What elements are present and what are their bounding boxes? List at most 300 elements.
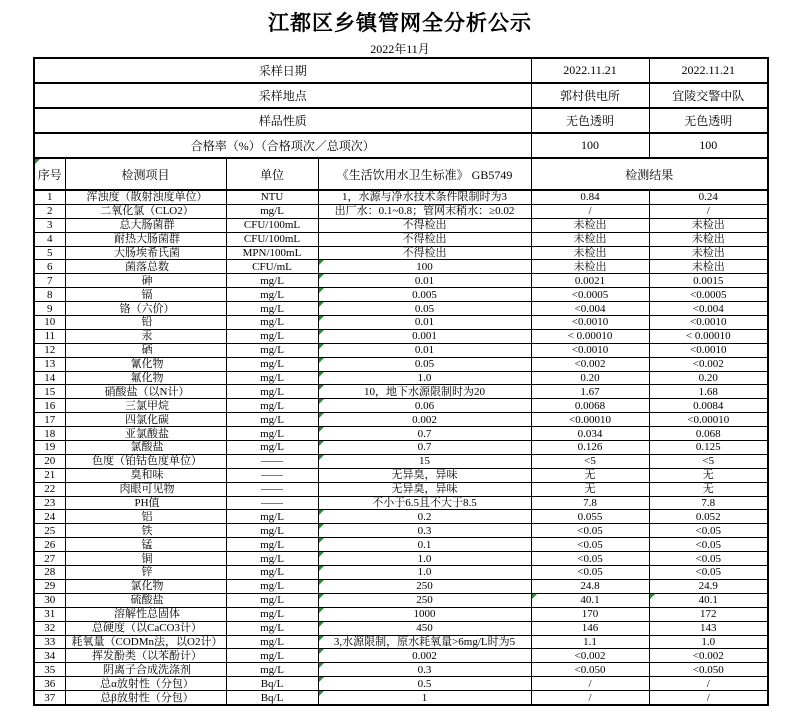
result-cell-2 [649,579,768,593]
row-index-cell-text: 30 [44,594,56,607]
result-cell-2-text: / [706,205,710,218]
unit-cell-text: mg/L [260,274,284,287]
unit-cell-text: mg/L [260,205,284,218]
excel-flag-icon [319,260,324,265]
unit-cell [226,649,318,663]
unit-cell-text: mg/L [260,524,284,537]
result-cell-1-text: 0.126 [577,441,603,454]
result-cell-2-text: / [706,691,710,704]
item-name-cell [65,441,226,455]
item-name-cell-text: 氯酸盐 [130,441,164,454]
excel-flag-icon [319,510,324,515]
unit-cell-text: NTU [260,191,284,204]
unit-cell-text: mg/L [260,316,284,329]
standard-cell [318,593,531,607]
excel-flag-icon [319,580,324,585]
standard-cell-text: 0.01 [414,316,435,329]
result-cell-1-text: <0.05 [577,552,603,565]
result-cell-2-text: 未检出 [691,260,725,273]
standard-cell [318,496,531,510]
item-name-cell-text: 阴离子合成洗涤剂 [103,663,191,676]
standard-cell-text: 无异臭，异味 [391,483,458,496]
table-row [34,607,768,621]
result-cell-2-text: <0.0010 [690,316,727,329]
unit-cell-text: mg/L [260,510,284,523]
row-index-cell-text: 4 [47,233,53,246]
result-cell-2 [649,524,768,538]
table-row [34,274,768,288]
excel-flag-icon [319,524,324,529]
standard-cell-text: 450 [416,622,433,635]
analysis-table [33,57,769,706]
item-name-cell [65,663,226,677]
result-cell-2 [649,566,768,580]
table-row [34,302,768,316]
result-cell-1-text: 无 [584,469,596,482]
item-name-cell [65,232,226,246]
row-index-cell-text: 25 [44,524,56,537]
standard-cell-text: 0.1 [417,538,432,551]
excel-flag-icon [319,441,324,446]
result-cell-2-text: 无 [702,483,714,496]
unit-cell [226,621,318,635]
table-row [34,385,768,399]
standard-cell [318,260,531,274]
row-index-cell [34,357,65,371]
unit-cell [226,552,318,566]
item-name-cell-text: 氯化物 [130,580,164,593]
result-cell-1-text: / [588,205,592,218]
unit-cell [226,607,318,621]
result-cell-2 [649,593,768,607]
row-index-cell [34,316,65,330]
result-cell-1 [531,204,649,218]
row-index-cell [34,232,65,246]
excel-flag-icon [319,316,324,321]
info-value-site2: 无色透明 [649,108,768,133]
standard-cell [318,288,531,302]
row-index-cell [34,510,65,524]
standard-cell [318,302,531,316]
standard-cell [318,385,531,399]
standard-cell [318,371,531,385]
result-cell-2 [649,329,768,343]
row-index-cell-text: 36 [44,677,56,690]
row-index-cell [34,246,65,260]
row-index-cell-text: 5 [47,247,53,259]
unit-cell-text: mg/L [260,413,284,426]
item-name-cell-text: 镉 [141,288,153,301]
standard-cell-text: 1.0 [417,566,432,579]
row-index-cell [34,566,65,580]
unit-cell [226,246,318,260]
table-row [34,288,768,302]
item-name-cell [65,427,226,441]
standard-cell [318,441,531,455]
item-name-cell-text: 锰 [141,538,153,551]
result-cell-1-text: <0.004 [574,302,606,315]
row-index-cell-text: 20 [44,455,56,468]
table-row [34,204,768,218]
result-cell-1-text: < 0.00010 [567,330,613,343]
result-cell-2 [649,621,768,635]
item-name-cell [65,649,226,663]
result-cell-1 [531,691,649,705]
result-cell-2-text: / [706,677,710,690]
item-name-cell-text: 耗氧量（CODMn法，以O2计） [71,635,223,648]
result-cell-2-text: <0.0010 [690,344,727,357]
result-cell-1-text: <0.05 [577,566,603,579]
standard-cell-text: 0.05 [414,358,435,371]
page-title: 江都区乡镇管网全分析公示 [268,11,532,35]
excel-flag-icon [319,385,324,390]
info-value-site1: 无色透明 [531,108,649,133]
table-row [34,441,768,455]
item-name-cell-text: 耐热大肠菌群 [114,233,180,246]
unit-cell [226,579,318,593]
result-cell-1 [531,663,649,677]
result-cell-1 [531,288,649,302]
result-cell-1-text: 24.8 [580,580,600,593]
unit-cell [226,218,318,232]
result-cell-2-text: <0.05 [695,566,721,579]
standard-cell [318,246,531,260]
item-name-cell-text: 氰化物 [130,358,164,371]
unit-cell-text: mg/L [260,552,284,565]
item-name-cell-text: 总β放射性（分包） [100,691,194,704]
result-cell-2-text: <0.0005 [690,288,727,301]
result-cell-2-text: 未检出 [691,247,725,259]
item-name-cell [65,218,226,232]
row-index-cell-text: 24 [44,510,56,523]
item-name-cell [65,482,226,496]
unit-cell-text: mg/L [260,302,284,315]
item-name-cell-text: 溶解性总固体 [114,608,180,621]
table-row [34,454,768,468]
item-name-cell-text: 硒 [141,344,153,357]
row-index-cell-text: 19 [44,441,56,454]
result-cell-2-text: <0.002 [692,649,724,662]
result-cell-2 [649,649,768,663]
result-cell-2-text: <0.004 [692,302,724,315]
result-cell-2-text: 1.68 [698,385,718,398]
standard-cell-text: 不得检出 [402,233,447,246]
info-row-sampling-date [34,58,768,83]
row-index-cell-text: 22 [44,483,56,496]
excel-flag-icon [319,663,324,668]
result-cell-2 [649,274,768,288]
result-cell-1 [531,413,649,427]
result-cell-1 [531,218,649,232]
standard-cell-text: 1.0 [417,552,432,565]
result-cell-2 [649,454,768,468]
standard-cell-text: 0.002 [412,649,437,662]
standard-cell-text: 250 [416,594,433,607]
excel-flag-icon [532,594,537,599]
result-cell-1 [531,552,649,566]
info-value-site1: 郭村供电所 [531,83,649,108]
item-name-cell [65,607,226,621]
result-cell-2-text: 7.8 [701,497,716,510]
standard-cell-text: 0.002 [412,413,437,426]
excel-flag-icon [319,455,324,460]
table-row [34,218,768,232]
info-label: 合格率（%）（合格项次／总项次） [34,133,531,158]
table-row [34,357,768,371]
unit-cell-text: mg/L [260,399,284,412]
result-cell-1-text: <0.0005 [571,288,609,301]
page-subtitle: 2022年11月 [370,42,430,56]
info-value-site2: 100 [649,133,768,158]
row-index-cell [34,607,65,621]
row-index-cell-text: 18 [44,427,56,440]
item-name-cell [65,204,226,218]
item-name-cell-text: 色度（铂钴色度单位） [92,455,202,468]
row-index-cell-text: 37 [44,691,56,704]
result-cell-2-text: <0.05 [695,524,721,537]
table-row [34,468,768,482]
unit-cell-text: mg/L [260,594,284,607]
excel-flag-icon [650,594,655,599]
item-name-cell [65,274,226,288]
item-name-cell-text: 硝酸盐（以N计） [104,385,190,398]
standard-cell-text: 出厂水：0.1~0.8；管网末稍水：≥0.02 [334,205,515,218]
row-index-cell-text: 33 [44,635,56,648]
unit-cell [226,385,318,399]
result-cell-2-text: 172 [700,608,717,621]
item-name-cell-text: 砷 [141,274,153,287]
standard-cell [318,691,531,705]
standard-cell-text: 100 [416,260,433,273]
row-index-cell-text: 23 [44,497,56,510]
row-index-cell-text: 9 [47,302,53,315]
row-index-cell [34,190,65,204]
unit-cell-text: —— [261,497,283,510]
item-name-cell [65,566,226,580]
excel-flag-icon [319,691,324,696]
unit-cell [226,496,318,510]
result-cell-2 [649,399,768,413]
unit-cell-text: mg/L [260,580,284,593]
result-cell-1-text: <5 [584,455,596,468]
result-cell-1 [531,343,649,357]
row-index-cell [34,691,65,705]
table-row [34,371,768,385]
standard-cell-text: 1 [421,691,428,704]
item-name-cell [65,399,226,413]
item-name-cell-text: 铬（六价） [119,302,175,315]
item-name-cell [65,635,226,649]
item-name-cell [65,579,226,593]
unit-cell [226,232,318,246]
result-cell-2 [649,246,768,260]
unit-cell-text: mg/L [260,330,284,343]
table-row [34,232,768,246]
column-header-item: 检测项目 [65,158,226,190]
result-cell-1-text: 170 [581,608,599,621]
item-name-cell [65,496,226,510]
result-cell-2-text: 未检出 [691,219,725,232]
unit-cell-text: mg/L [260,663,284,676]
standard-cell-text: 0.3 [417,663,432,676]
table-row [34,427,768,441]
row-index-cell [34,302,65,316]
standard-cell-text: 不得检出 [402,247,447,259]
result-cell-2 [649,413,768,427]
row-index-cell [34,413,65,427]
result-cell-2 [649,538,768,552]
result-cell-1 [531,316,649,330]
standard-cell-text: 0.7 [417,427,432,440]
result-cell-2 [649,316,768,330]
standard-cell-text: 15 [419,455,430,468]
result-cell-2 [649,218,768,232]
result-cell-2 [649,552,768,566]
standard-cell [318,482,531,496]
info-label: 采样日期 [34,58,531,83]
table-row [34,649,768,663]
row-index-cell [34,274,65,288]
row-index-cell-text: 12 [44,344,56,357]
standard-cell-text: 0.7 [417,441,432,454]
unit-cell [226,663,318,677]
result-cell-2 [649,343,768,357]
unit-cell [226,524,318,538]
standard-cell-text: 0.5 [417,677,432,690]
result-cell-1 [531,635,649,649]
result-cell-2 [649,635,768,649]
table-row [34,579,768,593]
column-header-standard: 《生活饮用水卫生标准》 GB5749 [318,158,531,190]
result-cell-2 [649,190,768,204]
result-cell-1 [531,621,649,635]
result-cell-1 [531,274,649,288]
unit-cell [226,677,318,691]
excel-flag-icon [35,159,40,164]
standard-cell [318,232,531,246]
unit-cell-text: CFU/100mL [243,233,301,246]
standard-cell [318,538,531,552]
unit-cell-text: mg/L [260,344,284,357]
item-name-cell [65,371,226,385]
info-row-sampling-location [34,83,768,108]
excel-flag-icon [319,399,324,404]
row-index-cell [34,593,65,607]
row-index-cell-text: 35 [44,663,56,676]
standard-cell [318,552,531,566]
item-name-cell [65,357,226,371]
result-cell-1-text: <0.0010 [571,344,609,357]
row-index-cell [34,621,65,635]
standard-cell [318,677,531,691]
unit-cell-text: CFU/mL [252,260,292,273]
table-row [34,677,768,691]
standard-cell [318,663,531,677]
item-name-cell [65,621,226,635]
unit-cell-text: mg/L [260,358,284,371]
row-index-cell-text: 16 [44,399,56,412]
excel-flag-icon [319,538,324,543]
result-cell-1 [531,302,649,316]
item-name-cell [65,288,226,302]
unit-cell-text: mg/L [260,385,284,398]
result-cell-2 [649,691,768,705]
row-index-cell [34,441,65,455]
result-cell-1-text: 未检出 [573,219,607,232]
item-name-cell-text: 挥发酚类（以苯酚计） [92,649,202,662]
table-row [34,593,768,607]
result-cell-2 [649,663,768,677]
standard-cell [318,566,531,580]
unit-cell [226,468,318,482]
standard-cell [318,274,531,288]
result-cell-1 [531,468,649,482]
standard-cell [318,357,531,371]
unit-cell [226,371,318,385]
row-index-cell [34,329,65,343]
item-name-cell-text: PH值 [134,497,160,510]
unit-cell-text: —— [261,469,283,482]
unit-cell [226,510,318,524]
row-index-cell-text: 14 [44,372,56,385]
info-value-site1: 100 [531,133,649,158]
result-cell-2-text: < 0.00010 [685,330,731,343]
standard-cell-text: 0.2 [417,510,432,523]
unit-cell-text: Bq/L [260,677,284,690]
result-cell-2 [649,496,768,510]
row-index-cell [34,371,65,385]
row-index-cell-text: 26 [44,538,56,551]
row-index-cell-text: 10 [44,316,56,329]
table-row [34,524,768,538]
result-cell-2 [649,288,768,302]
table-row [34,260,768,274]
row-index-cell [34,343,65,357]
standard-cell-text: 0.01 [414,344,435,357]
unit-cell [226,260,318,274]
result-cell-1 [531,427,649,441]
standard-cell [318,607,531,621]
row-index-cell-text: 21 [44,469,56,482]
result-cell-2 [649,302,768,316]
item-name-cell-text: 氟化物 [130,372,164,385]
item-name-cell-text: 铝 [141,510,153,523]
row-index-cell [34,635,65,649]
result-cell-2-text: <5 [702,455,715,468]
result-cell-2 [649,482,768,496]
item-name-cell [65,593,226,607]
unit-cell [226,204,318,218]
item-name-cell-text: 总α放射性（分包） [100,677,194,690]
excel-flag-icon [319,344,324,349]
row-index-cell [34,399,65,413]
item-name-cell [65,677,226,691]
table-row [34,399,768,413]
unit-cell [226,454,318,468]
standard-cell-text: 1000 [413,608,436,621]
item-name-cell [65,329,226,343]
item-name-cell-text: 汞 [141,330,153,343]
standard-cell [318,621,531,635]
item-name-cell [65,691,226,705]
unit-cell-text: —— [261,483,283,496]
result-cell-1-text: 0.055 [577,510,603,523]
info-row-sample-nature [34,108,768,133]
unit-cell [226,566,318,580]
result-cell-2-text: 0.052 [695,510,721,523]
result-cell-1-text: <0.050 [574,663,606,676]
table-row [34,552,768,566]
